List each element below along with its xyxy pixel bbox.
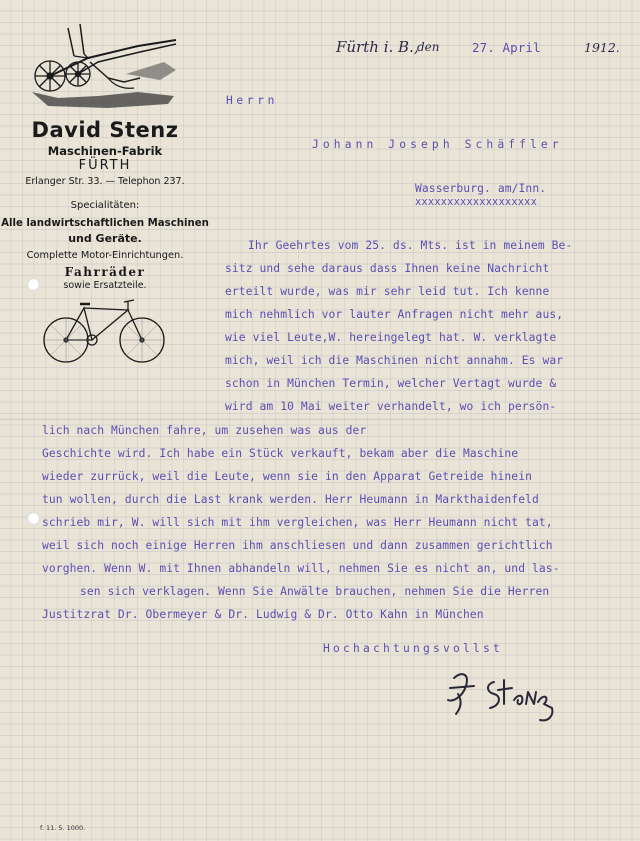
salutation-herrn: Herrn	[226, 94, 279, 107]
body-line-15: vorghen. Wenn W. mit Ihnen abhandeln will, nehmen Sie es nicht an, und las-	[42, 562, 560, 575]
body-line-12: tun wollen, durch die Last krank werden. Herr Heumann in Markthaidenfeld	[42, 493, 539, 506]
recipient-strikeout: xxxxxxxxxxxxxxxxxxx	[415, 196, 538, 208]
recipient-city: Wasserburg. am/Inn.	[415, 182, 547, 195]
body-line-3: erteilt wurde, was mir sehr leid tut. Ich kenne	[225, 285, 550, 298]
body-line-13: schrieb mir, W. will sich mit ihm vergleichen, was Herr Heumann nicht tat,	[42, 516, 553, 529]
body-line-11: wieder zurrück, weil die Leute, wenn sie in den Apparat Getreide hinein	[42, 470, 532, 483]
body-line-16: sen sich verklagen. Wenn Sie Anwälte brauchen, nehmen Sie die Herren	[80, 585, 550, 598]
body-line-9: lich nach München fahre, um zusehen was aus der	[42, 424, 367, 437]
body-line-17: Justitzrat Dr. Obermeyer & Dr. Ludwig & Dr. Otto Kahn in München	[42, 608, 484, 621]
date-place: Fürth i. B.,	[336, 38, 419, 56]
company-name: David Stenz	[31, 118, 179, 142]
closing-text: Hochachtungsvollst	[323, 642, 504, 655]
bicycle-illustration-icon	[42, 294, 168, 366]
recipient-name: Johann Joseph Schäffler	[312, 138, 563, 151]
company-city: FÜRTH	[78, 158, 132, 173]
punch-hole-bottom	[27, 512, 40, 525]
body-line-8: wird am 10 Mai weiter verhandelt, wo ich persön-	[225, 400, 557, 413]
date-year: 1912.	[584, 40, 620, 55]
printer-mark: f. 11. 5. 1000.	[40, 824, 86, 832]
date-day-month: 27. April	[472, 40, 541, 55]
company-type: Maschinen-Fabrik	[47, 144, 163, 158]
specialty-machines: Alle landwirtschaftlichen Maschinen	[1, 218, 209, 229]
plough-illustration-icon	[28, 18, 180, 110]
bicycles-heading: Fahrräder	[64, 265, 146, 279]
specialty-motor: Complette Motor-Einrichtungen.	[26, 250, 184, 261]
body-line-14: weil sich noch einige Herren ihm anschliesen und dann zusammen gerichtlich	[42, 539, 553, 552]
body-line-2: sitz und sehe daraus dass Ihnen keine Nachricht	[225, 262, 550, 275]
body-line-6: mich, weil ich die Maschinen nicht annahm. Es war	[225, 354, 564, 367]
body-line-10: Geschichte wird. Ich habe ein Stück verkauft, bekam aber die Maschine	[42, 447, 519, 460]
body-line-1: Ihr Geehrtes vom 25. ds. Mts. ist in meinem Be-	[248, 239, 573, 252]
specialty-devices: und Geräte.	[68, 232, 142, 245]
specialties-label: Specialitäten:	[70, 200, 140, 211]
body-line-4: mich nehmlich vor lauter Anfragen nicht mehr aus,	[225, 308, 564, 321]
signature-image	[440, 664, 570, 726]
body-line-5: wie viel Leute,W. hereingelegt hat. W. verklagte	[225, 331, 557, 344]
body-line-7: schon in München Termin, welcher Vertagt wurde &	[225, 377, 557, 390]
date-den: den	[417, 40, 440, 54]
spare-parts: sowie Ersatzteile.	[63, 280, 147, 291]
company-address: Erlanger Str. 33. — Telephon 237.	[25, 176, 185, 187]
